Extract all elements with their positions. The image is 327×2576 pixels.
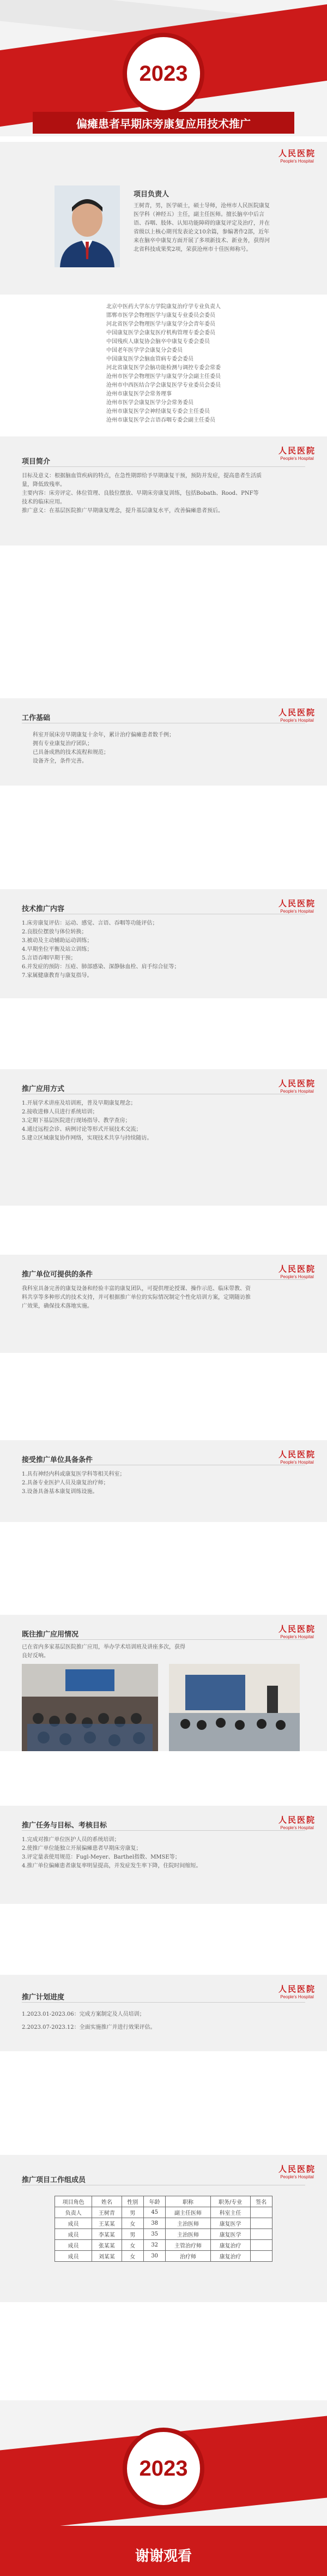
list-item: 河北省康复医学会脑功能检测与调控专委会常委 bbox=[106, 365, 221, 371]
list-item: 北京中医药大学东方学院康复治疗学专业负责人 bbox=[106, 304, 221, 310]
hospital-logo: 人民医院 People's Hospital bbox=[278, 1450, 316, 1465]
list-item: 6.并发症的预防：压疮、肺部感染、深静脉血栓、肩手综合征等； bbox=[22, 964, 180, 970]
table-row: 成员 刘某某 女 30 治疗师 康复治疗 bbox=[55, 2251, 272, 2262]
work-body bbox=[33, 731, 251, 766]
work-title: 工作基础 bbox=[22, 714, 51, 722]
leader-titles-list bbox=[106, 303, 281, 425]
hospital-logo: 人民医院 People's Hospital bbox=[278, 1625, 316, 1639]
list-item: 中国康复医学会康复医疗机构管理专委会委员 bbox=[106, 330, 215, 336]
tech-title: 技术推广内容 bbox=[22, 905, 65, 913]
list-item: 中国老年医学学会康复分会委员 bbox=[106, 348, 183, 354]
thanks-text: 谢谢观看 bbox=[135, 2548, 192, 2564]
tech-body bbox=[22, 919, 251, 980]
paragraph: 推广意义：在基层医院推广早期康复理念，提升基层康复水平，改善偏瘫患者预后。 bbox=[22, 508, 223, 514]
list-item: 3.定期下基层医院进行现场指导、教学查房； bbox=[22, 1118, 131, 1124]
table-row: 成员 张某某 女 32 主管治疗师 康复治疗 bbox=[55, 2240, 272, 2251]
year-text: 2023 bbox=[139, 61, 188, 86]
leader-photo bbox=[55, 185, 120, 267]
year-badge bbox=[123, 33, 204, 115]
paragraph: 目标及意义：根据脑血管疾病的特点，在急性期即给予早期康复干预，预防并发症，提高患者生活质量，降低致残率。 bbox=[22, 473, 262, 488]
table-header-row: 项目角色 姓名 性别 年龄 职称 职务/专业 签名 bbox=[55, 2196, 272, 2207]
intro-body bbox=[22, 472, 262, 516]
footer-year-text: 2023 bbox=[139, 2456, 188, 2481]
list-item: 1.开展学术讲座及培训班，普及早期康复理念； bbox=[22, 1100, 136, 1106]
method-title: 推广应用方式 bbox=[22, 1085, 65, 1093]
list-item: 4.早期坐位平衡及站立训练； bbox=[22, 946, 93, 952]
list-item: 3.被动及主动辅助运动训练； bbox=[22, 938, 93, 944]
list-item: 4.推广单位偏瘫患者康复率明显提高，并发症发生率下降，住院时间缩短。 bbox=[22, 1863, 202, 1869]
list-item: 1.2023.01-2023.06：完成方案制定及人员培训； bbox=[22, 2011, 145, 2017]
list-item: 沧州市中西医结合学会康复医学专业委员会委员 bbox=[106, 382, 221, 388]
status-title: 既往推广应用情况 bbox=[22, 1631, 79, 1639]
paragraph: 主要内容：床旁评定、体位管理、良肢位摆放、早期床旁康复训练，包括Bobath、Rood、PNF等技术的临床应用。 bbox=[22, 490, 259, 505]
status-body: 已在省内多家基层医院推广应用，举办学术培训班及讲座多次，获得良好反响。 bbox=[22, 1644, 185, 1659]
leader-title: 项目负责人 bbox=[134, 190, 169, 199]
method-body bbox=[22, 1099, 251, 1143]
list-item: 2.接收进修人员进行系统培训； bbox=[22, 1109, 98, 1115]
lecture-photo bbox=[169, 1664, 300, 1751]
list-item: 沧州市康复医学会神经康复专委会主任委员 bbox=[106, 409, 210, 415]
hospital-logo: 人民医院 People's Hospital bbox=[278, 708, 316, 723]
members-table bbox=[55, 2196, 272, 2262]
list-item: 2.2023.07-2023.12：全面实施推广并进行效果评估。 bbox=[22, 2024, 156, 2030]
list-item: 5.建立区域康复协作网络，实现技术共享与持续随访。 bbox=[22, 1135, 153, 1141]
list-item: 2.良肢位摆放与体位转换； bbox=[22, 929, 87, 935]
hospital-logo: 人民医院 People's Hospital bbox=[278, 149, 316, 164]
list-item: 沧州市医学会物理医学与康复学分会副主任委员 bbox=[106, 374, 221, 380]
list-item: 沧州市医学会康复医学分会常务委员 bbox=[106, 400, 193, 406]
list-item: 科室开展床旁早期康复十余年，累计治疗偏瘫患者数千例； bbox=[33, 732, 174, 738]
intro-title: 项目简介 bbox=[22, 458, 51, 466]
training-photo bbox=[22, 1664, 158, 1751]
list-item: 沧州市康复医学会言语吞咽专委会副主任委员 bbox=[106, 417, 215, 423]
leader-bio: 王树青，男，医学硕士，硕士导师，沧州市人民医院康复医学科（神经五）主任，副主任医师。擅长脑卒中后言语、吞咽、肢体、认知功能障碍的康复评定及治疗，并在省级以上核心期刊发表论文10余篇，参编著作2部，近年来在脑卒中康复方面开展了多项新技术、新业务，获得河北省科技成果奖2项，荣获沧州市十佳医师称号。 bbox=[134, 203, 270, 253]
accept-title: 接受推广单位具备条件 bbox=[22, 1456, 93, 1464]
list-item: 3.设备具备基本康复训练设施。 bbox=[22, 1489, 98, 1495]
tasks-title: 推广任务与目标、考核目标 bbox=[22, 1822, 107, 1830]
page-title: 偏瘫患者早期床旁康复应用技术推广 bbox=[33, 112, 294, 134]
list-item: 已具备成熟的技术流程和规范； bbox=[33, 750, 109, 756]
list-item: 沧州市康复医学会常务理事 bbox=[106, 391, 172, 397]
table-row: 成员 李某某 男 35 主治医师 康复医学 bbox=[55, 2229, 272, 2240]
table-row: 成员 王某某 女 38 主治医师 康复医学 bbox=[55, 2218, 272, 2229]
list-item: 中国康复医学会脑血管病专委会委员 bbox=[106, 356, 193, 362]
accept-body bbox=[22, 1470, 251, 1496]
list-item: 2.具备专业医护人员及康复治疗师； bbox=[22, 1480, 109, 1486]
plan-body bbox=[22, 2010, 251, 2032]
list-item: 5.言语吞咽早期干预； bbox=[22, 955, 76, 961]
list-item: 1.床旁康复评估：运动、感觉、言语、吞咽等功能评估； bbox=[22, 920, 158, 926]
list-item: 1.具有神经内科或康复医学科等相关科室； bbox=[22, 1471, 125, 1477]
hospital-logo: 人民医院 People's Hospital bbox=[278, 1079, 316, 1094]
members-title: 推广项目工作组成员 bbox=[22, 2176, 86, 2184]
list-item: 河北省医学会物理医学与康复学分会青年委员 bbox=[106, 321, 215, 327]
hospital-logo: 人民医院 People's Hospital bbox=[278, 899, 316, 914]
hospital-logo: 人民医院 People's Hospital bbox=[278, 2165, 316, 2179]
list-item: 1.完成对推广单位医护人员的系统培训； bbox=[22, 1837, 120, 1843]
hospital-logo: 人民医院 People's Hospital bbox=[278, 1816, 316, 1830]
list-item: 2.使推广单位能独立开展偏瘫患者早期床旁康复； bbox=[22, 1846, 142, 1852]
plan-title: 推广计划进度 bbox=[22, 1993, 65, 2002]
list-item: 4.通过远程会诊、病例讨论等形式开展技术交流； bbox=[22, 1127, 142, 1133]
list-item: 中国残疾人康复协会脑卒中康复专委会委员 bbox=[106, 339, 210, 345]
table-row: 负责人 王树青 男 45 副主任医师 科室主任 bbox=[55, 2207, 272, 2218]
list-item: 7.家属健康教育与康复指导。 bbox=[22, 973, 93, 979]
list-item: 邯郸市医学会物理医学与康复专业委员会委员 bbox=[106, 313, 215, 319]
tasks-body bbox=[22, 1836, 256, 1871]
support-body: 我科室具备完善的康复设备和经验丰富的康复团队，可提供理论授课、操作示范、临床带教、资料共享等多种形式的技术支持，并可根据推广单位的实际情况制定个性化培训方案，定期随访推广效果，确保技术落地实施。 bbox=[22, 1286, 251, 1309]
hospital-logo: 人民医院 People's Hospital bbox=[278, 446, 316, 461]
hospital-logo: 人民医院 People's Hospital bbox=[278, 1265, 316, 1279]
support-title: 推广单位可提供的条件 bbox=[22, 1271, 93, 1279]
list-item: 拥有专业康复治疗团队； bbox=[33, 741, 93, 747]
list-item: 设备齐全，条件完善。 bbox=[33, 758, 87, 764]
list-item: 3.评定量表使用规范：Fugl-Meyer、Barthel指数、MMSE等； bbox=[22, 1854, 180, 1860]
footer-year-badge bbox=[123, 2428, 204, 2509]
hospital-logo: 人民医院 People's Hospital bbox=[278, 1985, 316, 1999]
